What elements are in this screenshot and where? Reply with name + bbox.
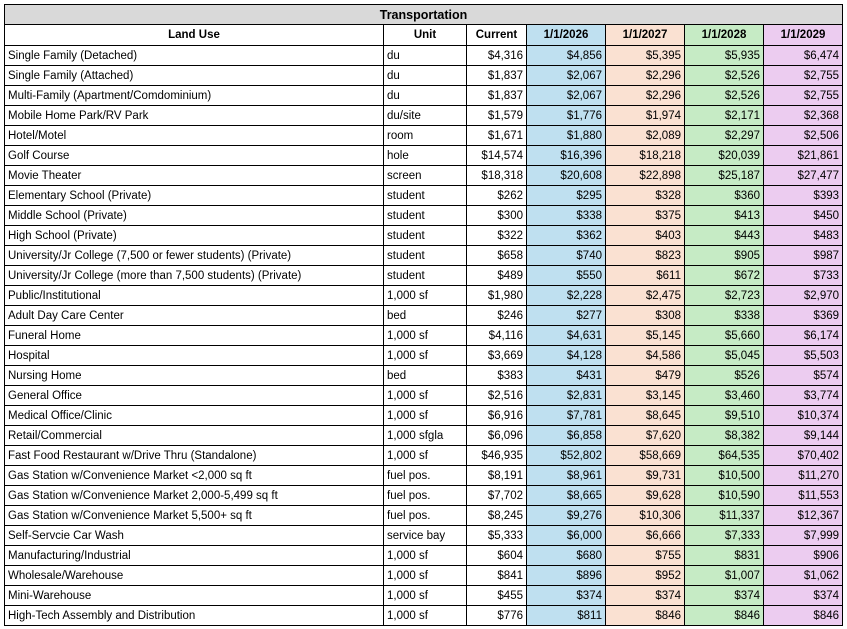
cell-2029: $574 [764,366,843,386]
cell-2028: $5,660 [685,326,764,346]
cell-2028: $2,526 [685,86,764,106]
cell-unit: student [384,206,467,226]
table-body [5,46,843,626]
table-row [5,426,843,446]
cell-land-use: Medical Office/Clinic [5,406,384,426]
cell-land-use: Nursing Home [5,366,384,386]
cell-2027: $479 [606,366,685,386]
cell-land-use: Middle School (Private) [5,206,384,226]
cell-current: $18,318 [467,166,527,186]
cell-land-use: Retail/Commercial [5,426,384,446]
cell-2029: $450 [764,206,843,226]
cell-2026: $2,067 [527,86,606,106]
cell-2026: $8,665 [527,486,606,506]
cell-2027: $308 [606,306,685,326]
table-row [5,526,843,546]
cell-2026: $2,831 [527,386,606,406]
cell-land-use: General Office [5,386,384,406]
table-row [5,366,843,386]
cell-2029: $2,368 [764,106,843,126]
cell-land-use: High-Tech Assembly and Distribution [5,606,384,626]
cell-2028: $5,045 [685,346,764,366]
cell-unit: hole [384,146,467,166]
cell-current: $322 [467,226,527,246]
cell-unit: 1,000 sfgla [384,426,467,446]
table-row [5,486,843,506]
cell-land-use: High School (Private) [5,226,384,246]
cell-2026: $896 [527,566,606,586]
cell-2029: $393 [764,186,843,206]
cell-unit: student [384,186,467,206]
cell-2028: $526 [685,366,764,386]
table-row [5,66,843,86]
table-title-row [5,5,843,25]
cell-2027: $2,296 [606,86,685,106]
cell-2026: $6,858 [527,426,606,446]
cell-2027: $1,974 [606,106,685,126]
cell-2028: $3,460 [685,386,764,406]
cell-current: $6,916 [467,406,527,426]
table-row [5,326,843,346]
table-row [5,246,843,266]
cell-current: $776 [467,606,527,626]
table-row [5,46,843,66]
cell-unit: 1,000 sf [384,286,467,306]
cell-2029: $2,970 [764,286,843,306]
table-row [5,266,843,286]
cell-current: $7,702 [467,486,527,506]
column-header-unit: Unit [384,25,467,46]
cell-2026: $8,961 [527,466,606,486]
cell-2029: $2,755 [764,66,843,86]
cell-2026: $431 [527,366,606,386]
table-row [5,406,843,426]
table-row [5,86,843,106]
column-header-2028: 1/1/2028 [685,25,764,46]
column-header-2029: 1/1/2029 [764,25,843,46]
cell-current: $383 [467,366,527,386]
cell-2027: $9,628 [606,486,685,506]
cell-2029: $11,270 [764,466,843,486]
cell-current: $1,837 [467,66,527,86]
cell-2029: $369 [764,306,843,326]
cell-unit: fuel pos. [384,506,467,526]
cell-2027: $6,666 [606,526,685,546]
cell-2029: $3,774 [764,386,843,406]
table-row [5,126,843,146]
cell-2029: $12,367 [764,506,843,526]
cell-2026: $4,631 [527,326,606,346]
cell-unit: 1,000 sf [384,346,467,366]
column-header-land-use: Land Use [5,25,384,46]
cell-2026: $4,856 [527,46,606,66]
cell-unit: service bay [384,526,467,546]
cell-2029: $70,402 [764,446,843,466]
cell-2029: $846 [764,606,843,626]
cell-land-use: Gas Station w/Convenience Market 5,500+ sq ft [5,506,384,526]
cell-2026: $4,128 [527,346,606,366]
cell-2027: $374 [606,586,685,606]
cell-2028: $831 [685,546,764,566]
cell-land-use: University/Jr College (more than 7,500 students) (Private) [5,266,384,286]
cell-2028: $413 [685,206,764,226]
cell-unit: du [384,86,467,106]
cell-2029: $733 [764,266,843,286]
cell-2028: $7,333 [685,526,764,546]
cell-2029: $9,144 [764,426,843,446]
cell-land-use: Adult Day Care Center [5,306,384,326]
cell-land-use: Hospital [5,346,384,366]
cell-2028: $25,187 [685,166,764,186]
cell-2028: $905 [685,246,764,266]
cell-land-use: Single Family (Attached) [5,66,384,86]
cell-2027: $7,620 [606,426,685,446]
cell-2028: $10,500 [685,466,764,486]
cell-current: $1,980 [467,286,527,306]
cell-2026: $811 [527,606,606,626]
cell-unit: 1,000 sf [384,586,467,606]
cell-unit: du [384,46,467,66]
table-row [5,586,843,606]
cell-unit: 1,000 sf [384,406,467,426]
cell-2028: $443 [685,226,764,246]
cell-2026: $374 [527,586,606,606]
cell-2027: $2,296 [606,66,685,86]
cell-land-use: Manufacturing/Industrial [5,546,384,566]
transportation-fee-table [4,4,843,626]
cell-unit: student [384,266,467,286]
cell-2029: $7,999 [764,526,843,546]
cell-land-use: Public/Institutional [5,286,384,306]
table-row [5,306,843,326]
cell-2026: $2,067 [527,66,606,86]
cell-current: $455 [467,586,527,606]
cell-land-use: Single Family (Detached) [5,46,384,66]
cell-2029: $27,477 [764,166,843,186]
cell-2027: $10,306 [606,506,685,526]
cell-2029: $10,374 [764,406,843,426]
cell-2026: $295 [527,186,606,206]
cell-2027: $2,475 [606,286,685,306]
cell-current: $6,096 [467,426,527,446]
cell-2028: $9,510 [685,406,764,426]
cell-current: $3,669 [467,346,527,366]
table-row [5,566,843,586]
cell-2029: $6,474 [764,46,843,66]
cell-2026: $1,880 [527,126,606,146]
cell-current: $489 [467,266,527,286]
cell-unit: 1,000 sf [384,546,467,566]
cell-2027: $4,586 [606,346,685,366]
cell-current: $1,837 [467,86,527,106]
cell-2027: $18,218 [606,146,685,166]
cell-land-use: Movie Theater [5,166,384,186]
cell-2028: $5,935 [685,46,764,66]
cell-land-use: Fast Food Restaurant w/Drive Thru (Standalone) [5,446,384,466]
cell-current: $14,574 [467,146,527,166]
cell-unit: 1,000 sf [384,606,467,626]
cell-current: $262 [467,186,527,206]
cell-2026: $9,276 [527,506,606,526]
cell-unit: bed [384,366,467,386]
table-row [5,386,843,406]
cell-2026: $7,781 [527,406,606,426]
table-row [5,606,843,626]
table-row [5,106,843,126]
cell-2029: $374 [764,586,843,606]
cell-2029: $5,503 [764,346,843,366]
table-row [5,166,843,186]
cell-2026: $2,228 [527,286,606,306]
cell-current: $46,935 [467,446,527,466]
cell-2028: $2,297 [685,126,764,146]
cell-current: $604 [467,546,527,566]
cell-2029: $1,062 [764,566,843,586]
cell-2028: $2,171 [685,106,764,126]
cell-2026: $52,802 [527,446,606,466]
cell-current: $1,579 [467,106,527,126]
table-row [5,546,843,566]
cell-2028: $20,039 [685,146,764,166]
cell-2028: $672 [685,266,764,286]
cell-current: $658 [467,246,527,266]
cell-land-use: Wholesale/Warehouse [5,566,384,586]
table-row [5,206,843,226]
cell-2029: $987 [764,246,843,266]
cell-2029: $906 [764,546,843,566]
cell-current: $300 [467,206,527,226]
cell-unit: 1,000 sf [384,446,467,466]
cell-2027: $755 [606,546,685,566]
cell-2027: $22,898 [606,166,685,186]
cell-2028: $10,590 [685,486,764,506]
cell-2028: $8,382 [685,426,764,446]
cell-2026: $6,000 [527,526,606,546]
cell-2027: $403 [606,226,685,246]
cell-2029: $483 [764,226,843,246]
cell-2028: $374 [685,586,764,606]
cell-land-use: Self-Servcie Car Wash [5,526,384,546]
column-header-2026: 1/1/2026 [527,25,606,46]
table-row [5,506,843,526]
cell-2028: $360 [685,186,764,206]
cell-2029: $2,506 [764,126,843,146]
table-row [5,466,843,486]
column-header-2027: 1/1/2027 [606,25,685,46]
table-row [5,186,843,206]
cell-2026: $550 [527,266,606,286]
cell-unit: student [384,246,467,266]
cell-2028: $11,337 [685,506,764,526]
cell-unit: fuel pos. [384,466,467,486]
cell-2027: $9,731 [606,466,685,486]
table-row [5,446,843,466]
cell-2027: $3,145 [606,386,685,406]
cell-unit: student [384,226,467,246]
cell-2027: $846 [606,606,685,626]
cell-land-use: Hotel/Motel [5,126,384,146]
table-title: Transportation [5,5,843,25]
cell-land-use: Gas Station w/Convenience Market 2,000-5,499 sq ft [5,486,384,506]
cell-current: $5,333 [467,526,527,546]
cell-2026: $20,608 [527,166,606,186]
cell-current: $841 [467,566,527,586]
table-head [5,5,843,46]
cell-land-use: Golf Course [5,146,384,166]
cell-2027: $2,089 [606,126,685,146]
cell-2026: $362 [527,226,606,246]
cell-current: $8,191 [467,466,527,486]
cell-2026: $338 [527,206,606,226]
cell-current: $2,516 [467,386,527,406]
table-row [5,286,843,306]
table-header-row [5,25,843,46]
cell-2028: $2,526 [685,66,764,86]
table-row [5,146,843,166]
cell-2027: $952 [606,566,685,586]
cell-2029: $2,755 [764,86,843,106]
cell-unit: room [384,126,467,146]
cell-land-use: Mini-Warehouse [5,586,384,606]
cell-2028: $64,535 [685,446,764,466]
cell-unit: bed [384,306,467,326]
cell-2027: $823 [606,246,685,266]
cell-2027: $58,669 [606,446,685,466]
cell-current: $246 [467,306,527,326]
cell-land-use: Gas Station w/Convenience Market <2,000 sq ft [5,466,384,486]
cell-current: $4,316 [467,46,527,66]
cell-current: $4,116 [467,326,527,346]
table-row [5,346,843,366]
cell-2029: $21,861 [764,146,843,166]
table-row [5,226,843,246]
cell-2027: $375 [606,206,685,226]
cell-2026: $277 [527,306,606,326]
cell-unit: 1,000 sf [384,566,467,586]
cell-2027: $5,395 [606,46,685,66]
cell-2028: $338 [685,306,764,326]
cell-unit: screen [384,166,467,186]
cell-unit: fuel pos. [384,486,467,506]
cell-unit: du [384,66,467,86]
cell-2026: $740 [527,246,606,266]
cell-2026: $680 [527,546,606,566]
cell-current: $1,671 [467,126,527,146]
cell-current: $8,245 [467,506,527,526]
cell-2027: $5,145 [606,326,685,346]
cell-2027: $611 [606,266,685,286]
cell-2029: $11,553 [764,486,843,506]
cell-2027: $328 [606,186,685,206]
cell-land-use: Mobile Home Park/RV Park [5,106,384,126]
cell-unit: du/site [384,106,467,126]
cell-land-use: University/Jr College (7,500 or fewer students) (Private) [5,246,384,266]
cell-2029: $6,174 [764,326,843,346]
cell-unit: 1,000 sf [384,386,467,406]
cell-unit: 1,000 sf [384,326,467,346]
cell-land-use: Multi-Family (Apartment/Comdominium) [5,86,384,106]
cell-2027: $8,645 [606,406,685,426]
cell-land-use: Elementary School (Private) [5,186,384,206]
cell-2028: $2,723 [685,286,764,306]
cell-2026: $1,776 [527,106,606,126]
cell-2026: $16,396 [527,146,606,166]
cell-land-use: Funeral Home [5,326,384,346]
column-header-current: Current [467,25,527,46]
cell-2028: $846 [685,606,764,626]
cell-2028: $1,007 [685,566,764,586]
